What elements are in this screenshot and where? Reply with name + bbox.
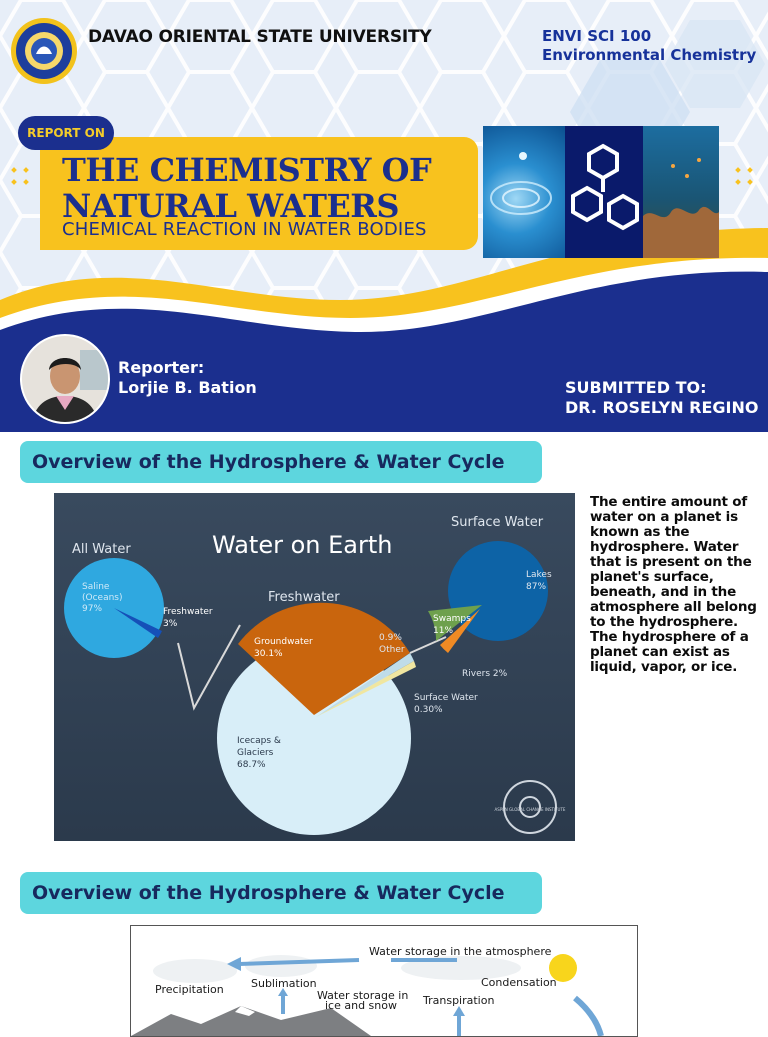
freshwater-small-label: Freshwater xyxy=(163,607,213,617)
groundwater-pct: 30.1% xyxy=(254,649,283,659)
submitted-label: SUBMITTED TO: xyxy=(565,378,707,397)
sublimation-label: Sublimation xyxy=(251,977,317,990)
course-name: Environmental Chemistry xyxy=(542,46,757,64)
lakes-pct: 87% xyxy=(526,582,547,592)
icecaps-pct: 68.7% xyxy=(237,760,266,770)
saline-label: Saline xyxy=(82,582,110,592)
submitted-block xyxy=(565,378,759,418)
course-info xyxy=(542,27,756,65)
course-code: ENVI SCI 100 xyxy=(542,27,652,45)
ice-storage-label-1: Water storage in xyxy=(317,989,409,1002)
surface-water-title: Surface Water xyxy=(451,515,544,530)
university-seal-logo xyxy=(9,16,79,86)
other-label: Other xyxy=(379,645,405,655)
groundwater-label: Groundwater xyxy=(254,637,313,647)
report-title xyxy=(62,152,431,224)
coral-reef-photo xyxy=(643,126,719,258)
hydrosphere-paragraph: The entire amount of water on a planet is known as the hydrosphere. Water that is present on the planet's surface, beneath, and in the atmosphere all belong to the hydrosphere. The hydrosphere of a planet can exist as liquid, vapor, or ice. xyxy=(590,494,757,675)
university-name: DAVAO ORIENTAL STATE UNIVERSITY xyxy=(88,27,432,47)
water-cycle-figure xyxy=(130,925,638,1037)
section-heading-1: Overview of the Hydrosphere & Water Cycle xyxy=(20,441,542,483)
freshwater-small-pct: 3% xyxy=(163,619,178,629)
report-title-line-2: NATURAL WATERS xyxy=(62,187,399,225)
reporter-label: Reporter: xyxy=(118,358,205,377)
icecaps-label: Icecaps & xyxy=(237,736,281,746)
reporter-avatar xyxy=(20,334,110,424)
freshwater-title: Freshwater xyxy=(268,590,340,605)
water-on-earth-diagram xyxy=(54,493,575,841)
water-on-earth-figure xyxy=(54,493,575,841)
other-pct: 0.9% xyxy=(379,633,402,643)
saline-sub: (Oceans) xyxy=(82,593,123,603)
rivers-label: Rivers 2% xyxy=(462,669,508,679)
swamps-label: Swamps xyxy=(433,614,471,624)
water-cycle-diagram xyxy=(131,926,637,1036)
surface-water-pct: 0.30% xyxy=(414,705,443,715)
precipitation-label: Precipitation xyxy=(155,983,224,996)
report-title-line-1: THE CHEMISTRY OF xyxy=(62,151,432,189)
surface-water-label: Surface Water xyxy=(414,693,478,703)
seal-text: ASPEN GLOBAL CHANGE INSTITUTE xyxy=(494,807,566,812)
report-banner xyxy=(0,0,768,432)
report-on-badge: REPORT ON xyxy=(18,116,114,150)
saline-pct: 97% xyxy=(82,604,103,614)
reporter-block xyxy=(118,358,257,398)
condensation-label: Condensation xyxy=(481,976,557,989)
glaciers-label: Glaciers xyxy=(237,748,274,758)
figure-title: Water on Earth xyxy=(212,531,393,559)
lakes-label: Lakes xyxy=(526,570,552,580)
swamps-pct: 11% xyxy=(433,626,454,636)
molecule-photo xyxy=(565,126,643,258)
water-drop-photo xyxy=(483,126,565,258)
submitted-name: DR. ROSELYN REGINO xyxy=(565,398,759,417)
ice-storage-label-2: ice and snow xyxy=(325,999,397,1012)
condensation-arrow xyxy=(575,998,601,1036)
atmosphere-storage-label: Water storage in the atmosphere xyxy=(369,945,552,958)
reporter-name: Lorjie B. Bation xyxy=(118,378,257,397)
transpiration-label: Transpiration xyxy=(423,994,495,1007)
all-water-label: All Water xyxy=(72,542,131,557)
report-subtitle: CHEMICAL REACTION IN WATER BODIES xyxy=(62,219,427,240)
photo-strip xyxy=(483,126,719,258)
section-heading-2: Overview of the Hydrosphere & Water Cycle xyxy=(20,872,542,914)
